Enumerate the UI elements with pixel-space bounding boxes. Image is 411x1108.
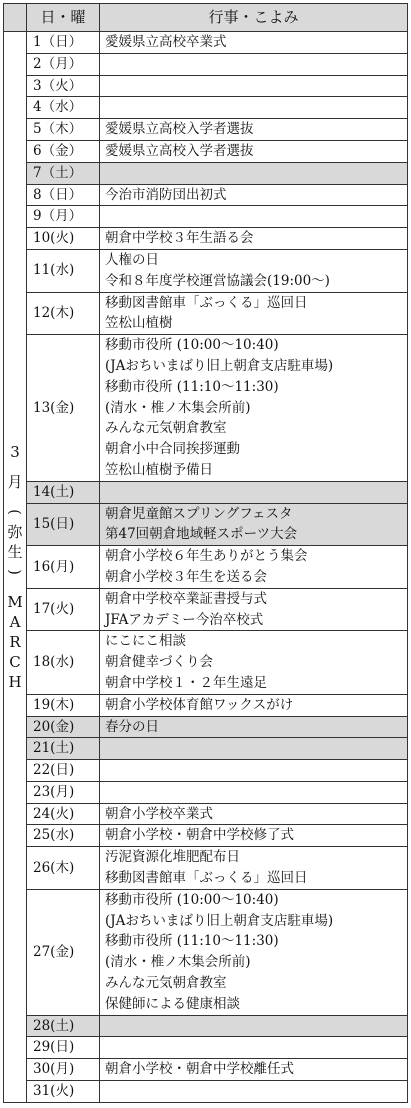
day-cell: 3（火） [27, 75, 100, 97]
event-line: 朝倉健幸づくり会 [105, 654, 213, 671]
header-row [4, 4, 408, 32]
event-line: 春分の日 [105, 718, 159, 735]
event-cell [100, 162, 408, 184]
calendar-row [4, 335, 408, 482]
event-cell [100, 503, 408, 546]
day-cell: 25(水) [27, 825, 100, 847]
day-cell: 18(水) [27, 631, 100, 694]
day-cell: 19(木) [27, 694, 100, 716]
event-cell [100, 335, 408, 482]
calendar-row [4, 1037, 408, 1059]
day-cell: 7（土） [27, 162, 100, 184]
day-cell: 1（日） [27, 32, 100, 54]
event-line: 移動市役所 (10:00～10:40) [105, 891, 279, 908]
event-line: 汚泥資源化堆肥配布日 [105, 849, 240, 866]
event-line: 朝倉小学校３年生を送る会 [105, 568, 267, 585]
event-cell [100, 1059, 408, 1081]
event-cell [100, 694, 408, 716]
english-letter: C [9, 652, 21, 671]
event-cell [100, 32, 408, 54]
day-cell: 16(月) [27, 546, 100, 589]
event-cell [100, 228, 408, 250]
calendar-row [4, 1059, 408, 1081]
day-cell: 22(日) [27, 760, 100, 782]
english-letter: R [9, 632, 21, 651]
calendar-row [4, 184, 408, 206]
event-line: みんな元気朝倉教室 [105, 975, 227, 992]
calendar-row [4, 825, 408, 847]
event-cell [100, 716, 408, 738]
english-letter: M [7, 592, 23, 611]
english-letter: A [9, 612, 21, 631]
header-event: 行事・こよみ [100, 4, 408, 32]
event-line: 朝倉児童館スプリングフェスタ [105, 505, 293, 522]
day-cell: 11(水) [27, 249, 100, 292]
month-number: 3 [10, 442, 20, 461]
calendar-row [4, 32, 408, 54]
event-cell [100, 803, 408, 825]
calendar-row [4, 694, 408, 716]
close-paren: ) [6, 568, 24, 575]
calendar-row [4, 206, 408, 228]
day-cell: 15(日) [27, 503, 100, 546]
event-cell [100, 889, 408, 1015]
event-cell [100, 292, 408, 335]
day-cell: 28(土) [27, 1015, 100, 1037]
day-cell: 4（水） [27, 97, 100, 119]
day-cell: 30(月) [27, 1059, 100, 1081]
event-line: みんな元気朝倉教室 [105, 420, 227, 437]
event-cell [100, 249, 408, 292]
event-line: 移動図書館車「ぶっくる」巡回日 [105, 294, 308, 311]
day-cell: 21(土) [27, 738, 100, 760]
event-line: 朝倉中学校３年生語る会 [105, 230, 254, 247]
event-line: 愛媛県立高校卒業式 [105, 34, 227, 50]
calendar-row [4, 738, 408, 760]
event-line: 笠松山植樹 [105, 315, 173, 332]
day-cell: 8（日） [27, 184, 100, 206]
calendar-row [4, 503, 408, 546]
event-line: 移動市役所 (11:10～11:30) [105, 933, 279, 950]
event-line: 朝倉小学校６年生ありがとう集会 [105, 548, 308, 565]
month-label-cell [4, 32, 27, 1103]
event-cell [100, 760, 408, 782]
event-line: 今治市消防団出初式 [105, 186, 227, 203]
event-cell [100, 119, 408, 141]
header-corner [4, 4, 27, 32]
old-month-name-2: 生 [7, 542, 23, 561]
calendar-row [4, 546, 408, 589]
calendar-row [4, 889, 408, 1015]
event-cell [100, 206, 408, 228]
event-cell [100, 781, 408, 803]
open-paren: ( [6, 508, 24, 515]
event-line: 第47回朝倉地域軽スポーツ大会 [105, 526, 298, 543]
month-kanji: 月 [7, 472, 23, 491]
day-cell: 29(日) [27, 1037, 100, 1059]
event-line: 令和８年度学校運営協議会(19:00～) [105, 272, 330, 289]
event-line: にこにこ相談 [105, 633, 186, 650]
old-month-name-1: 弥 [7, 522, 23, 541]
day-cell: 13(金) [27, 335, 100, 482]
event-cell [100, 1015, 408, 1037]
day-cell: 17(火) [27, 588, 100, 631]
calendar-row [4, 97, 408, 119]
event-cell [100, 97, 408, 119]
calendar-row [4, 1081, 408, 1103]
event-line: 保健師による健康相談 [105, 995, 240, 1012]
event-cell [100, 588, 408, 631]
event-line: 愛媛県立高校入学者選抜 [105, 121, 254, 138]
event-cell [100, 1081, 408, 1103]
event-cell [100, 481, 408, 503]
event-cell [100, 825, 408, 847]
day-cell: 14(土) [27, 481, 100, 503]
event-calendar-table [3, 3, 408, 1103]
calendar-row [4, 588, 408, 631]
event-cell [100, 184, 408, 206]
event-cell [100, 546, 408, 589]
event-line: (JAおちいまばり旧上朝倉支店駐車場) [105, 912, 334, 929]
event-line: 朝倉中学校卒業証書授与式 [105, 590, 267, 607]
calendar-body [4, 32, 408, 1103]
event-line: 朝倉小学校体育館ワックスがけ [105, 696, 294, 713]
event-line: 移動図書館車「ぶっくる」巡回日 [105, 870, 308, 887]
calendar-row [4, 75, 408, 97]
calendar-row [4, 847, 408, 890]
event-line: 愛媛県立高校入学者選抜 [105, 142, 254, 159]
event-cell [100, 847, 408, 890]
event-line: 人権の日 [105, 251, 159, 268]
calendar-row [4, 760, 408, 782]
day-cell: 31(火) [27, 1081, 100, 1103]
day-cell: 27(金) [27, 889, 100, 1015]
calendar-row [4, 53, 408, 75]
event-line: 朝倉小学校卒業式 [105, 805, 213, 822]
day-cell: 9（月） [27, 206, 100, 228]
day-cell: 24(火) [27, 803, 100, 825]
calendar-row [4, 803, 408, 825]
event-cell [100, 631, 408, 694]
day-cell: 10(火) [27, 228, 100, 250]
calendar-row [4, 1015, 408, 1037]
day-cell: 26(木) [27, 847, 100, 890]
calendar-row [4, 781, 408, 803]
event-cell [100, 140, 408, 162]
calendar-row [4, 140, 408, 162]
event-line: 移動市役所 (10:00～10:40) [105, 337, 279, 354]
day-cell: 6（金） [27, 140, 100, 162]
day-cell: 2（月） [27, 53, 100, 75]
header-date: 日・曜 [27, 4, 100, 32]
event-line: 朝倉中学校１・２年生遠足 [105, 674, 267, 691]
event-line: (清水・椎ノ木集会所前) [105, 954, 251, 971]
day-cell: 12(木) [27, 292, 100, 335]
day-cell: 23(月) [27, 781, 100, 803]
calendar-row [4, 228, 408, 250]
day-cell: 20(金) [27, 716, 100, 738]
calendar-row [4, 162, 408, 184]
event-line: (清水・椎ノ木集会所前) [105, 399, 251, 416]
calendar-row [4, 716, 408, 738]
event-line: 笠松山植樹予備日 [105, 461, 213, 478]
event-line: (JAおちいまばり旧上朝倉支店駐車場) [105, 357, 334, 374]
event-cell [100, 1037, 408, 1059]
event-line: 朝倉小学校・朝倉中学校修了式 [105, 827, 294, 844]
calendar-row [4, 119, 408, 141]
calendar-row [4, 249, 408, 292]
event-line: JFAアカデミー今治卒校式 [105, 611, 264, 628]
calendar-row [4, 631, 408, 694]
calendar-row [4, 481, 408, 503]
event-cell [100, 738, 408, 760]
english-letter: H [8, 672, 22, 691]
event-line: 朝倉小学校・朝倉中学校離任式 [105, 1061, 294, 1078]
event-cell [100, 75, 408, 97]
event-line: 朝倉小中合同挨拶運動 [105, 441, 240, 458]
calendar-row [4, 292, 408, 335]
event-cell [100, 53, 408, 75]
day-cell: 5（木） [27, 119, 100, 141]
event-line: 移動市役所 (11:10～11:30) [105, 378, 279, 395]
